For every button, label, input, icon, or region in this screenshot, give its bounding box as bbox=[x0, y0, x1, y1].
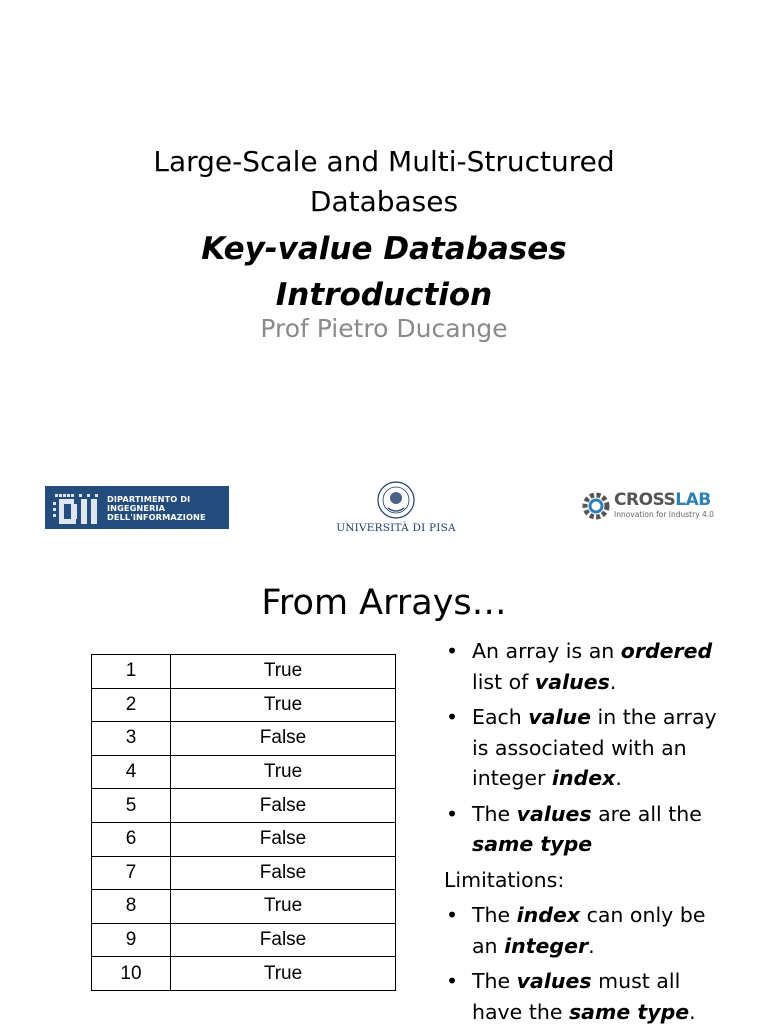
table-value-cell: False bbox=[171, 789, 396, 823]
array-table bbox=[91, 654, 396, 991]
bullet-1-text: list of bbox=[472, 669, 535, 694]
dii-logo-line-2: INGEGNERIA bbox=[107, 502, 166, 513]
course-title-line-1: Large-Scale and Multi-Structured bbox=[153, 145, 615, 178]
bullet-5-emphasis: values bbox=[516, 969, 592, 993]
bullet-5-text: . bbox=[689, 999, 696, 1024]
bullet-3-emphasis: same type bbox=[472, 832, 593, 856]
dii-logo-line-3: DELL'INFORMAZIONE bbox=[107, 511, 206, 522]
bullet-3-text: are all the bbox=[591, 801, 702, 826]
table-row bbox=[92, 890, 396, 924]
dii-mark-icon bbox=[45, 486, 107, 529]
bullet-list bbox=[444, 636, 734, 1032]
bullet-5-text: must all have the bbox=[472, 969, 681, 1024]
table-row bbox=[92, 688, 396, 722]
bullet-2-text: in the array is associated with an integer bbox=[472, 705, 717, 790]
table-row bbox=[92, 655, 396, 689]
bullet-5-text: The bbox=[472, 969, 517, 993]
bullet-3 bbox=[444, 799, 734, 860]
slide-2-title: From Arrays… bbox=[261, 583, 507, 623]
lecture-title bbox=[0, 226, 768, 318]
bullet-2-emphasis: value bbox=[528, 705, 592, 729]
table-row bbox=[92, 957, 396, 991]
gear-icon bbox=[580, 484, 614, 528]
table-row bbox=[92, 722, 396, 756]
table-row bbox=[92, 822, 396, 856]
table-index-cell: 7 bbox=[92, 856, 171, 890]
dii-logo-line-1: DIPARTIMENTO DI bbox=[107, 493, 191, 504]
lecture-title-line-2: Introduction bbox=[275, 277, 493, 313]
bullet-5 bbox=[444, 966, 734, 1027]
limitations-heading: Limitations: bbox=[444, 867, 565, 892]
bullet-2-emphasis: index bbox=[551, 766, 616, 790]
bullet-dot: • bbox=[446, 801, 459, 826]
bullet-4-text: can only be an bbox=[472, 903, 706, 958]
bullet-2-text: Each bbox=[472, 705, 529, 729]
table-value-cell: False bbox=[171, 923, 396, 957]
bullet-4-emphasis: index bbox=[516, 903, 581, 927]
table-index-cell: 8 bbox=[92, 890, 171, 924]
crosslab-name bbox=[614, 490, 711, 510]
table-value-cell: False bbox=[171, 722, 396, 756]
bullet-5-emphasis: same type bbox=[568, 999, 690, 1024]
table-index-cell: 1 bbox=[92, 655, 171, 689]
table-index-cell: 3 bbox=[92, 722, 171, 756]
bullet-2-text: . bbox=[615, 766, 622, 790]
bullet-1-emphasis: values bbox=[534, 669, 610, 694]
bullet-dot: • bbox=[446, 969, 459, 993]
bullet-dot: • bbox=[446, 903, 459, 927]
author-name: Prof Pietro Ducange bbox=[260, 314, 508, 343]
table-value-cell: False bbox=[171, 822, 396, 856]
bullet-4-text: The bbox=[472, 903, 517, 927]
table-value-cell: True bbox=[171, 655, 396, 689]
table-index-cell: 4 bbox=[92, 755, 171, 789]
bullet-1-text: . bbox=[609, 669, 617, 694]
table-value-cell: True bbox=[171, 890, 396, 924]
table-index-cell: 10 bbox=[92, 957, 171, 991]
lecture-title-line-1: Key-value Databases bbox=[201, 231, 567, 267]
table-value-cell: True bbox=[171, 688, 396, 722]
bullet-3-text: The bbox=[472, 801, 517, 826]
unipi-logo-text: UNIVERSITÀ DI PISA bbox=[336, 522, 456, 534]
table-value-cell: True bbox=[171, 957, 396, 991]
bullet-3-emphasis: values bbox=[516, 801, 592, 826]
crosslab-name-part-1: CROSS bbox=[614, 490, 676, 510]
table-row bbox=[92, 789, 396, 823]
crosslab-logo bbox=[580, 484, 720, 528]
bullet-4-emphasis: integer bbox=[504, 933, 589, 958]
bullet-dot: • bbox=[446, 705, 459, 729]
course-title-line-2: Databases bbox=[309, 185, 459, 218]
bullet-4 bbox=[444, 900, 734, 961]
crosslab-tagline: Innovation for Industry 4.0 bbox=[614, 510, 714, 519]
bullet-1 bbox=[444, 636, 734, 697]
bullet-1-emphasis: ordered bbox=[620, 639, 713, 663]
table-row bbox=[92, 856, 396, 890]
bullet-1-text: An array is an bbox=[472, 639, 621, 663]
table-index-cell: 5 bbox=[92, 789, 171, 823]
table-index-cell: 6 bbox=[92, 822, 171, 856]
table-index-cell: 9 bbox=[92, 923, 171, 957]
crosslab-name-part-2: LAB bbox=[675, 490, 711, 510]
table-value-cell: False bbox=[171, 856, 396, 890]
course-title bbox=[0, 142, 768, 222]
table-value-cell: True bbox=[171, 755, 396, 789]
unipi-seal-icon bbox=[336, 478, 456, 522]
bullet-2 bbox=[444, 702, 734, 794]
unipi-logo bbox=[336, 478, 456, 540]
table-index-cell: 2 bbox=[92, 688, 171, 722]
dii-logo bbox=[45, 486, 229, 529]
bullet-4-text: . bbox=[588, 933, 595, 958]
dii-logo-text bbox=[107, 494, 206, 522]
bullet-dot: • bbox=[446, 639, 459, 663]
table-row bbox=[92, 755, 396, 789]
table-row bbox=[92, 923, 396, 957]
